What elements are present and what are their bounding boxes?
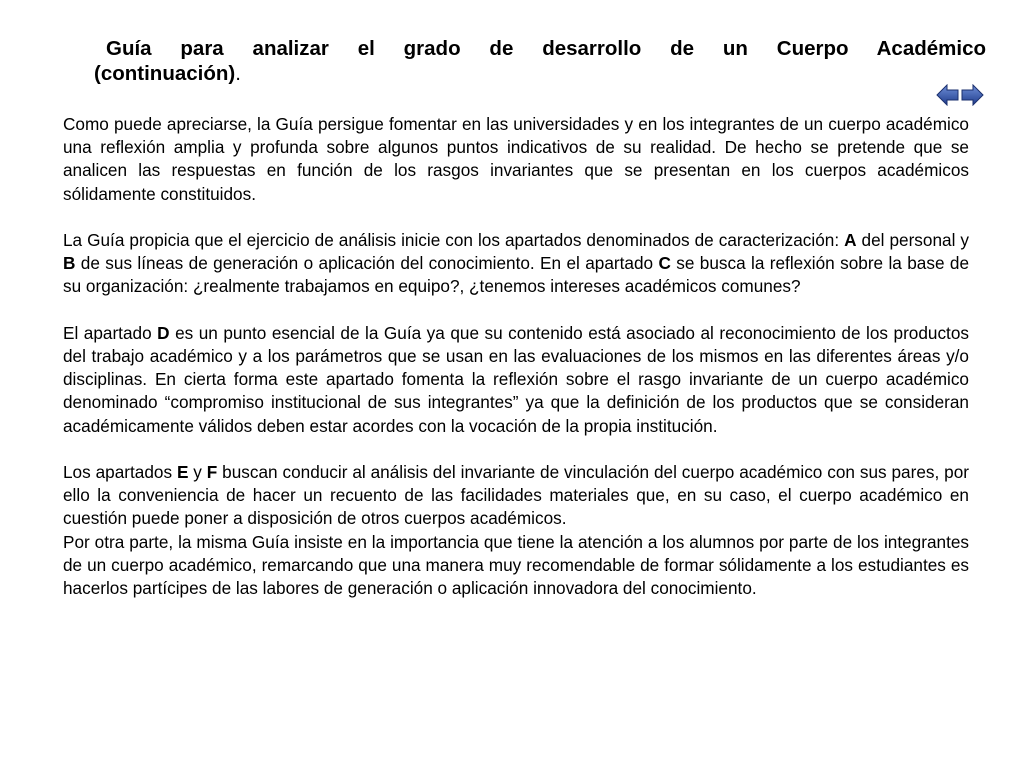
paragraph-2-text-4: se busca la reflexión sobre la base de su organización: ¿realmente trabajamos en equipo?, ¿tenemos intereses académicos comunes? [63,253,970,297]
page-title [94,36,986,61]
paragraph-4-text-1: Los apartados [63,462,177,482]
paragraph-5: Por otra parte, la misma Guía insiste en la importancia que tiene la atención a los alumnos por parte de los integrantes de un cuerpo académico, remarcando que una manera muy recomendable de formar sólidamente a los estudiantes es hacerlos partícipes de las labores de generación o aplicación innovadora del conocimiento. [63,531,969,599]
section-e-label: E [176,462,189,482]
section-f-label: F [206,462,218,482]
arrow-left-icon[interactable] [936,84,959,106]
title-period: . [235,62,241,85]
section-a-label: A [844,230,857,250]
paragraph-3-text-1: El apartado [63,322,158,343]
slide-body [63,113,969,600]
title-line-1: Guía para analizar el grado de desarrollo de un Cuerpo Académico [106,37,986,60]
paragraph-4 [63,461,969,531]
paragraph-2-text-2: del personal y [856,230,969,250]
paragraph-4-text-3: buscan conducir al análisis del invariante de vinculación del cuerpo académico con sus pares, por ello la conveniencia de hacer un recuento de las facilidades materiales que, en su caso, el cuerpo académico en cuestión puede poner a disposición de otros cuerpos académicos. [63,462,969,529]
paragraph-2 [63,229,969,299]
section-c-label: C [658,253,671,274]
paragraph-2-text-3: de sus líneas de generación o aplicación del conocimiento. En el apartado [75,253,659,274]
page-title-continuation [94,61,241,86]
paragraph-2-text-1: La Guía propicia que el ejercicio de análisis inicie con los apartados denominados de caracterización: [63,230,845,250]
paragraph-4-text-2: y [188,462,207,482]
section-b-label: B [63,253,76,274]
title-line-2: (continuación) [94,62,236,85]
paragraph-3 [63,322,969,438]
paragraph-1: Como puede apreciarse, la Guía persigue fomentar en las universidades y en los integrantes de un cuerpo académico una reflexión amplia y profunda sobre algunos puntos indicativos de su realidad. De hecho se pretende que se analicen las respuestas en función de los rasgos invariantes que se presentan en los cuerpos académicos sólidamente constituidos. [63,114,969,204]
slide-navigation [936,84,984,106]
paragraph-3-text-2: es un punto esencial de la Guía ya que su contenido está asociado al reconocimiento de los productos del trabajo académico y a los parámetros que se usan en las evaluaciones de los mismos en las diferentes áreas y/o disciplinas. En cierta forma este apartado fomenta la reflexión sobre el rasgo invariante de un cuerpo académico denominado “compromiso institucional de sus integrantes” ya que la definición de los productos que se consideran académicamente válidos deben estar acordes con la vocación de la propia institución. [63,322,969,436]
arrow-right-icon[interactable] [961,84,984,106]
section-d-label: D [157,322,170,343]
